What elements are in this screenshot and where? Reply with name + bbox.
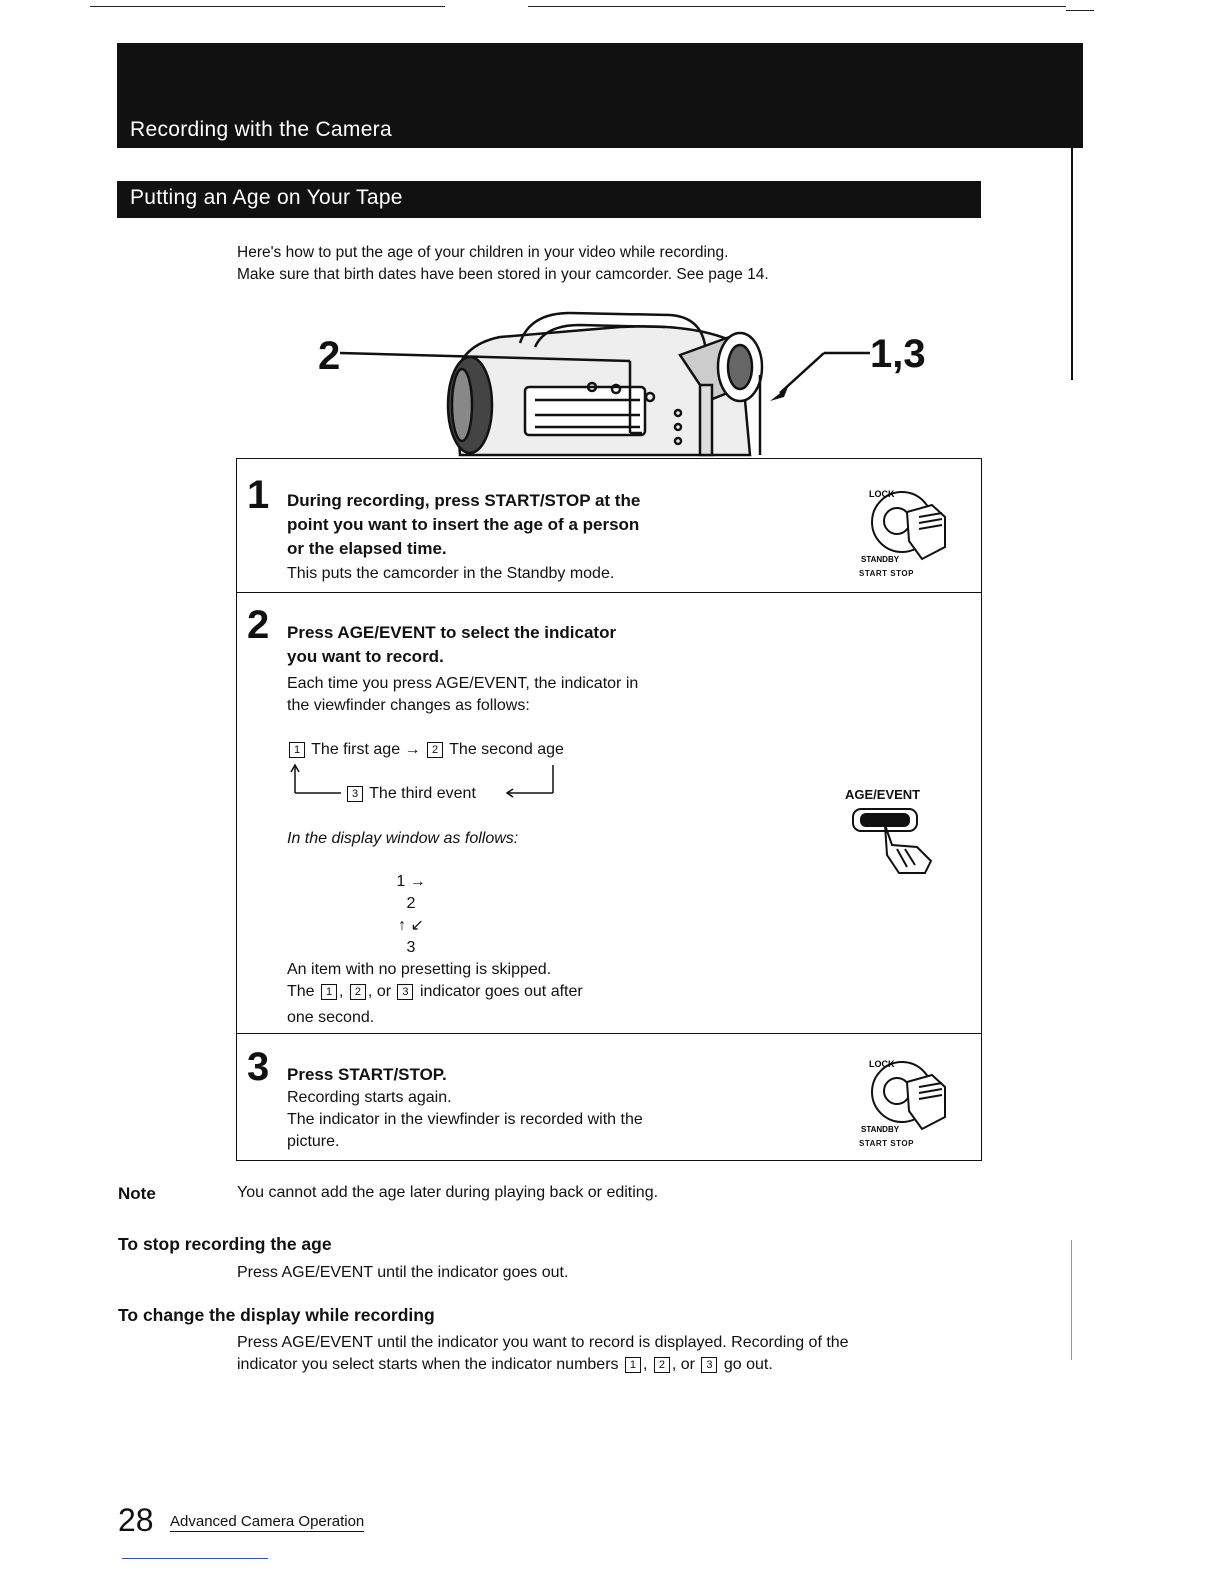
top-rule-left <box>90 6 445 7</box>
right-margin-rule-lower <box>1071 1240 1072 1360</box>
callout-1-3: 1,3 <box>870 332 926 376</box>
indicator-cycle-row-1 <box>287 739 564 761</box>
start-stop-button-icon <box>847 1047 957 1137</box>
section-title: Putting an Age on Your Tape <box>130 186 403 209</box>
skip-text: An item with no presetting is skipped. <box>287 961 552 978</box>
display-cycle-arrows: ↑ ↙ <box>398 917 424 934</box>
out-text-b: indicator goes out after <box>419 983 583 1000</box>
change-text-line-2a: indicator you select starts when the indicator numbers <box>237 1356 619 1373</box>
step-3-text-line: picture. <box>287 1133 340 1150</box>
step-2-heading <box>287 621 616 669</box>
change-text <box>237 1332 849 1376</box>
step-2-text-line: Each time you press AGE/EVENT, the indicator in <box>287 675 639 692</box>
step-3-text-line: Recording starts again. <box>287 1089 452 1106</box>
intro-line-2: Make sure that birth dates have been stored in your camcorder. See page 14. <box>237 266 769 283</box>
step-1-box <box>236 458 982 593</box>
step-2-text <box>287 673 638 717</box>
step-3-text-line: The indicator in the viewfinder is recorded with the <box>287 1111 643 1128</box>
change-text-line-1: Press AGE/EVENT until the indicator you want to record is displayed. Recording of the <box>237 1334 849 1351</box>
out-text: The 1 , 2 , or 3 indicator goes out after <box>287 983 583 1000</box>
indicator-cycle-row-2 <box>345 783 476 805</box>
step-2-text-line: the viewfinder changes as follows: <box>287 697 530 714</box>
out-text-a: The <box>287 983 315 1000</box>
step-1-heading-line: or the elapsed time. <box>287 539 447 558</box>
step-1-number: 1 <box>247 473 270 517</box>
out-text-c: one second. <box>287 1009 375 1026</box>
step-2-heading-line: Press AGE/EVENT to select the indicator <box>287 623 617 642</box>
indicator-3-box: 3 <box>347 786 363 802</box>
indicator-2-box: 2 <box>427 742 443 758</box>
indicator-3-label: The third event <box>369 785 476 802</box>
stop-heading: To stop recording the age <box>118 1234 332 1254</box>
intro-text <box>237 242 769 286</box>
footer-rule <box>122 1558 268 1559</box>
display-cycle <box>391 871 431 959</box>
lock-label: LOCK <box>869 1059 895 1069</box>
indicator-3-box: 3 <box>397 984 413 1000</box>
arrow-right-icon: → <box>404 741 425 758</box>
step-3-box <box>236 1033 982 1161</box>
note-text: You cannot add the age later during playing back or editing. <box>237 1184 659 1201</box>
step-2-box <box>236 591 982 1034</box>
age-event-button-icon <box>847 805 937 877</box>
callout-2: 2 <box>318 334 341 378</box>
display-cycle-top: 1 → 2 <box>396 873 426 912</box>
step-1-heading-line: During recording, press START/STOP at the <box>287 491 641 510</box>
top-rule-tick <box>1066 10 1094 11</box>
standby-label: STANDBY <box>861 1125 900 1134</box>
step-2-heading-line: you want to record. <box>287 647 444 666</box>
right-margin-rule <box>1071 148 1073 380</box>
step-1-text: This puts the camcorder in the Standby mode. <box>287 565 615 582</box>
step-3-text <box>287 1087 643 1153</box>
start-stop-button-icon <box>847 477 957 567</box>
start-stop-label: START STOP <box>859 1139 914 1148</box>
note-label: Note <box>118 1184 156 1203</box>
step-1-heading <box>287 489 640 561</box>
indicator-2-label: The second age <box>449 741 564 758</box>
chapter-title: Recording with the Camera <box>130 118 392 141</box>
top-rule-right <box>528 6 1066 7</box>
indicator-2-box: 2 <box>654 1357 670 1373</box>
step-3-heading: Press START/STOP. <box>287 1065 447 1084</box>
camcorder-illustration <box>340 305 880 465</box>
indicator-1-label: The first age <box>311 741 401 758</box>
step-3-number: 3 <box>247 1045 270 1089</box>
indicator-1-box: 1 <box>289 742 305 758</box>
age-event-label: AGE/EVENT <box>845 787 921 802</box>
footer-section-label: Advanced Camera Operation <box>170 1513 365 1530</box>
stop-text: Press AGE/EVENT until the indicator goes out. <box>237 1264 569 1281</box>
lock-label: LOCK <box>869 489 895 499</box>
page-number: 28 <box>118 1502 154 1538</box>
start-stop-label: START STOP <box>859 569 914 578</box>
change-text-line-2b: go out. <box>723 1356 773 1373</box>
standby-label: STANDBY <box>861 555 900 564</box>
indicator-2-box: 2 <box>350 984 366 1000</box>
indicator-1-box: 1 <box>321 984 337 1000</box>
indicator-1-box: 1 <box>625 1357 641 1373</box>
step-2-number: 2 <box>247 603 270 647</box>
step-1-heading-line: point you want to insert the age of a person <box>287 515 640 534</box>
intro-line-1: Here's how to put the age of your children in your video while recording. <box>237 244 729 261</box>
change-text-line-2: indicator you select starts when the indicator numbers 1 , 2 , or 3 go out. <box>237 1356 773 1373</box>
change-heading: To change the display while recording <box>118 1305 435 1325</box>
display-cycle-bottom: 3 <box>406 939 416 956</box>
indicator-3-box: 3 <box>701 1357 717 1373</box>
display-window-text: In the display window as follows: <box>287 830 519 847</box>
